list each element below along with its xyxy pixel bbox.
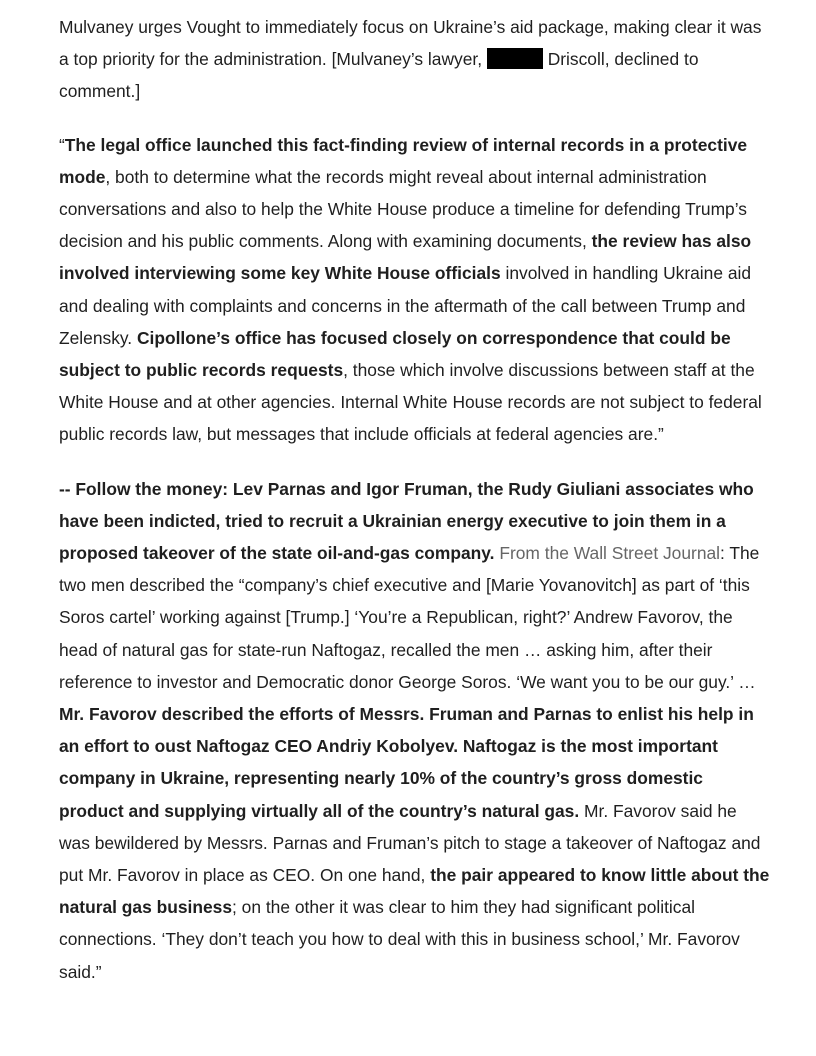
paragraph-3-text-a: : The two men described the “company’s chief executive and [Marie Yovanovitch] as part of ‘this Soros cartel’ working against [Trump.] ‘You’re a Republican, right?’ Andrew Favorov, the head of natural gas for state-run Naftogaz, recalled the men … asking him, after their reference to investor and Democratic donor George Soros. ‘We want you to be our guy.’ … (59, 543, 760, 692)
wsj-source-link[interactable]: From the Wall Street Journal (499, 543, 721, 564)
bold-phrase-cipollone: Cipollone’s office has focused closely on correspondence that could be subject to public records requests (59, 327, 731, 381)
paragraph-2-text-c: , those which involve discussions between staff at the White House and at other agencies. Internal White House records are not subject to federal public records law, but messages that include officials at federal agencies are.” (59, 360, 762, 445)
paragraph-3-text-c: ; on the other it was clear to him they had significant political connections. ‘They don’t teach you how to deal with this in business school,’ Mr. Favorov said.” (59, 897, 740, 982)
bold-phrase-natural-gas: the pair appeared to know little about the natural gas business (59, 865, 770, 918)
paragraph-2-text-a: , both to determine what the records might reveal about internal administration conversations and also to help the White House produce a timeline for defending Trump’s decision and his public comments. Along with examining documents, (59, 166, 747, 252)
redaction-box (487, 48, 543, 69)
open-quote: “ (59, 134, 65, 155)
paragraph-mulvaney (59, 11, 771, 108)
bold-phrase-review: the review has also involved interviewing some key White House officials (59, 231, 752, 284)
document-page (59, 11, 771, 988)
bold-phrase-follow-the-money: -- Follow the money: Lev Parnas and Igor Fruman, the Rudy Giuliani associates who have been indicted, tried to recruit a Ukrainian energy executive to join them in a proposed takeover of the state oil-and-gas company. (59, 478, 754, 564)
paragraph-3-text-b: Mr. Favorov said he was bewildered by Messrs. Parnas and Fruman’s pitch to stage a takeover of Naftogaz and put Mr. Favorov in place as CEO. On one hand, (59, 800, 761, 886)
paragraph-1-text-b: Driscoll, declined to comment.] (59, 49, 699, 102)
bold-phrase-favorov: Mr. Favorov described the efforts of Messrs. Fruman and Parnas to enlist his help in an effort to oust Naftogaz CEO Andriy Kobolyev. Naftogaz is the most important company in Ukraine, representing nearly 10% of the country’s gross domestic product and supplying virtually all of the country’s natural gas. (59, 704, 754, 821)
bold-phrase-legal-office: The legal office launched this fact-finding review of internal records in a protective mode (59, 134, 748, 187)
paragraph-legal-office (59, 129, 771, 451)
paragraph-2-text-b: involved in handling Ukraine aid and dealing with complaints and concerns in the aftermath of the call between Trump and Zelensky. (59, 263, 752, 348)
paragraph-follow-the-money (59, 473, 771, 988)
paragraph-1-text-a: Mulvaney urges Vought to immediately focus on Ukraine’s aid package, making clear it was a top priority for the administration. [Mulvaney’s lawyer, (59, 17, 762, 70)
